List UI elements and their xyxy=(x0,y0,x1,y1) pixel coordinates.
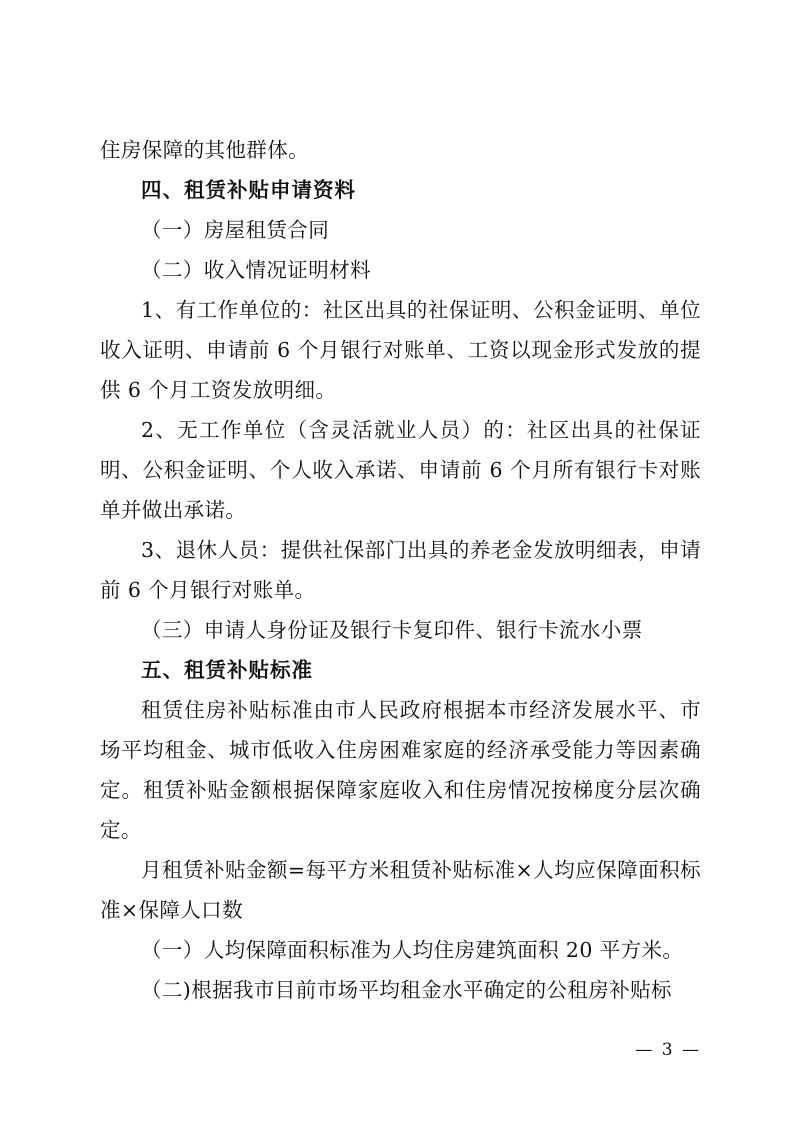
paragraph-sub-three: 3、退休人员：提供社保部门出具的养老金发放明细表，申请前 6 个月银行对账单。 xyxy=(100,538,701,602)
paragraph-sub-two: 2、无工作单位（含灵活就业人员）的：社区出具的社保证明、公积金证明、个人收入承诺、申请前 6 个月所有银行卡对账单并做出承诺。 xyxy=(100,418,701,522)
page-number: — 3 — xyxy=(635,1040,701,1060)
paragraph-item-one: （一）房屋租赁合同 xyxy=(141,218,330,242)
paragraph-standard-basis: 租赁住房补贴标准由市人民政府根据本市经济发展水平、市场平均租金、城市低收入住房困难家庭的经济承受能力等因素确定。租赁补贴金额根据保障家庭收入和住房情况按梯度分层次确定。 xyxy=(100,698,701,842)
paragraph-continued-line: 住房保障的其他群体。 xyxy=(100,138,309,162)
paragraph-sub-one: 1、有工作单位的：社区出具的社保证明、公积金证明、单位收入证明、申请前 6 个月银行对账单、工资以现金形式发放的提供 6 个月工资发放明细。 xyxy=(100,298,701,402)
paragraph-formula: 月租赁补贴金额=每平方米租赁补贴标准×人均应保障面积标准×保障人口数 xyxy=(100,858,701,922)
paragraph-item-two: （二）收入情况证明材料 xyxy=(141,258,371,282)
paragraph-area-standard: （一）人均保障面积标准为人均住房建筑面积 20 平方米。 xyxy=(141,938,684,962)
paragraph-market-standard: （二)根据我市目前市场平均租金水平确定的公租房补贴标 xyxy=(141,978,672,1002)
document-body xyxy=(100,130,701,1010)
heading-section-four: 四、租赁补贴申请资料 xyxy=(141,178,356,202)
paragraph-item-three: （三）申请人身份证及银行卡复印件、银行卡流水小票 xyxy=(141,618,643,642)
heading-section-five: 五、租赁补贴标准 xyxy=(141,658,313,682)
